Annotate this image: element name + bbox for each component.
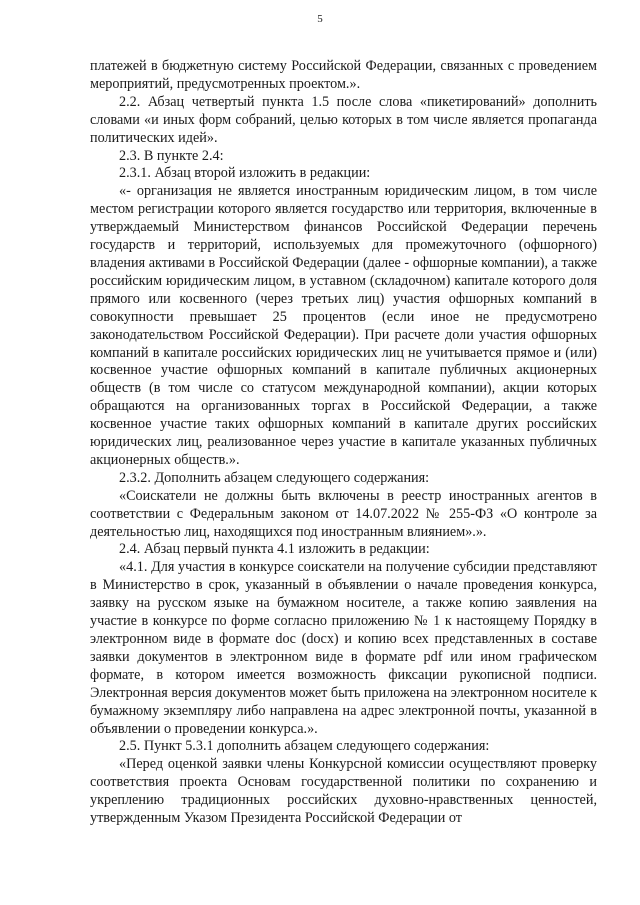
paragraph-2-4: 2.4. Абзац первый пункта 4.1 изложить в редакции: <box>119 541 430 558</box>
page-number: 5 <box>317 13 323 25</box>
paragraph-2-3-2-text: «Соискатели не должны быть включены в реестр иностранных агентов в соответствии с Федеральным законом от 14.07.2022 № 255-ФЗ «О контроле за деятельностью лиц, находящихся под иностранным влиянием».». <box>90 487 597 540</box>
paragraph-2-3-1-text: «- организация не является иностранным юридическим лицом, в том числе местом регистрации которого является государство или территория, включенные в утверждаемый Министерством финансов Российской Федерации перечень государств и территорий, используемых для промежуточного (офшорного) владения активами в Российской Федерации (далее - офшорные компании), а также российским юридическим лицом, в уставном (складочном) капитале которого доля прямого или косвенного (через третьих лиц) участия офшорных компаний в совокупности превышает 25 процентов (если иное не предусмотрено законодательством Российской Федерации). При расчете доли участия офшорных компаний в капитале российских юридических лиц не учитывается прямое и (или) косвенное участие офшорных компаний в капитале публичных акционерных обществ (в том числе со статусом международной компании), акции которых обращаются на организованных торгах в Российской Федерации, а также косвенное участие таких офшорных компаний в капитале других российских юридических лиц, реализованное через участие в капитале указанных публичных акционерных обществ.». <box>90 183 597 468</box>
paragraph-2-4-text: «4.1. Для участия в конкурсе соискатели на получение субсидии представляют в Министерство в срок, указанный в объявлении о начале проведения конкурса, заявку на русском языке на бумажном носителе, а также копию заявления на участие в конкурсе по форме согласно приложению № 1 к настоящему Порядку в электронном виде в формате doc (docx) и копию всех представленных в составе заявки документов в электронном виде в формате pdf или ином графическом формате, в котором имеется возможность фиксации рукописной подписи. Электронная версия документов может быть приложена на электронном носителе к бумажному экземпляру либо направлена на адрес электронной почты, указанной в объявлении о проведении конкурса.». <box>90 559 597 737</box>
document-body <box>90 58 597 828</box>
paragraph-2-2: 2.2. Абзац четвертый пункта 1.5 после слова «пикетирований» дополнить словами «и иных форм собраний, целью которых в том числе является пропаганда политических идей». <box>90 93 597 146</box>
paragraph-2-5-text: «Перед оценкой заявки члены Конкурсной комиссии осуществляют проверку соответствия проекта Основам государственной политики по сохранению и укреплению традиционных российских духовно-нравственных ценностей, утвержденным Указом Президента Российской Федерации от <box>90 756 597 827</box>
paragraph-2-3-2: 2.3.2. Дополнить абзацем следующего содержания: <box>119 469 430 486</box>
paragraph-2-3-1: 2.3.1. Абзац второй изложить в редакции: <box>119 165 371 182</box>
paragraph-2-3: 2.3. В пункте 2.4: <box>119 147 224 164</box>
paragraph-2-5: 2.5. Пункт 5.3.1 дополнить абзацем следующего содержания: <box>119 738 490 755</box>
paragraph-continuation: платежей в бюджетную систему Российской Федерации, связанных с проведением мероприятий, предусмотренных проектом.». <box>90 58 597 92</box>
